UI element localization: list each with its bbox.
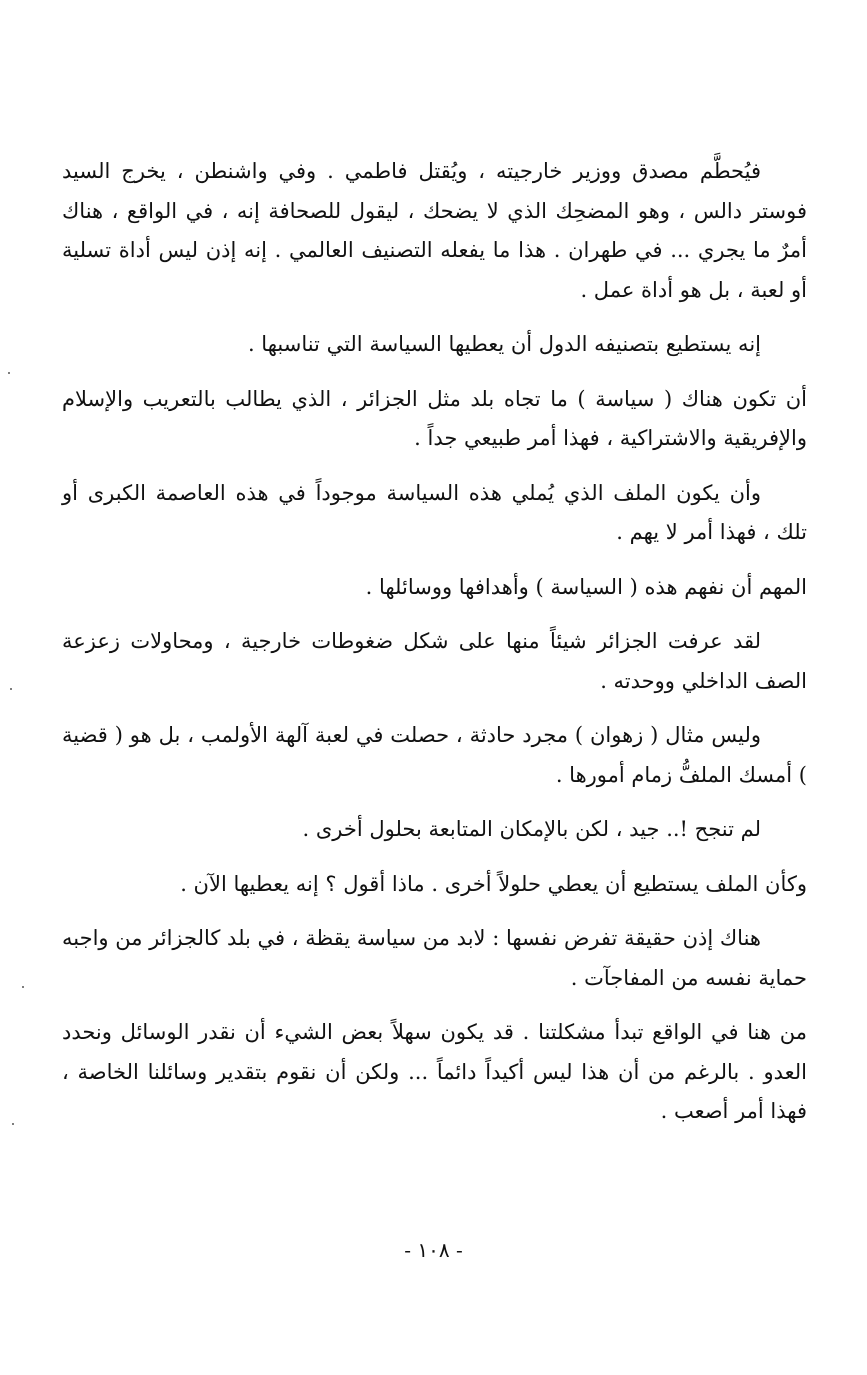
- paragraph-7: وليس مثال ( زهوان ) مجرد حادثة ، حصلت في لعبة آلهة الأولمب ، بل هو ( قضية ) أمسك الملفُّ زمام أمورها .: [62, 723, 807, 787]
- scan-speck: [12, 1123, 14, 1125]
- paragraph-3: أن تكون هناك ( سياسة ) ما تجاه بلد مثل الجزائر ، الذي يطالب بالتعريب والإسلام والإفريقية والاشتراكية ، فهذا أمر طبيعي جداً .: [62, 386, 807, 450]
- paragraph-6: لقد عرفت الجزائر شيئاً منها على شكل ضغوطات خارجية ، ومحاولات زعزعة الصف الداخلي ووحدته .: [62, 629, 807, 693]
- paragraph-4: وأن يكون الملف الذي يُملي هذه السياسة موجوداً في هذه العاصمة الكبرى أو تلك ، فهذا أمر لا يهم .: [62, 480, 807, 544]
- paragraph-8: لم تنجح !.. جيد ، لكن بالإمكان المتابعة بحلول أخرى .: [302, 817, 761, 841]
- paragraph-10: هناك إذن حقيقة تفرض نفسها : لابد من سياسة يقظة ، في بلد كالجزائر من واجبه حماية نفسه من المفاجآت .: [62, 926, 807, 990]
- paragraph-1: فيُحطَّم مصدق ووزير خارجيته ، ويُقتل فاطمي . وفي واشنطن ، يخرج السيد فوستر دالس ، وهو المضحِك الذي لا يضحك ، ليقول للصحافة إنه ، في الواقع ، هناك أمرٌ ما يجري ... في طهران . هذا ما يفعله التصنيف العالمي . إنه إذن ليس أداة تسلية أو لعبة ، بل هو أداة عمل .: [62, 159, 807, 302]
- scan-speck: [8, 372, 10, 374]
- scan-speck: [10, 688, 12, 690]
- paragraph-5: المهم أن نفهم هذه ( السياسة ) وأهدافها ووسائلها .: [365, 574, 807, 599]
- paragraph-11: من هنا في الواقع تبدأ مشكلتنا . قد يكون سهلاً بعض الشيء أن نقدر الوسائل ونحدد العدو . بالرغم من أن هذا ليس أكيداً دائماً ... ولكن أن نقوم بتقدير وسائلنا الخاصة ، فهذا أمر أصعب .: [62, 1020, 807, 1123]
- paragraph-9: وكأن الملف يستطيع أن يعطي حلولاً أخرى . ماذا أقول ؟ إنه يعطيها الآن .: [180, 871, 807, 896]
- scan-speck: [22, 986, 24, 988]
- paragraph-2: إنه يستطيع بتصنيفه الدول أن يعطيها السياسة التي تناسبها .: [247, 332, 761, 356]
- page-number: - ١٠٨ -: [404, 1238, 463, 1262]
- body-text: [62, 152, 807, 1147]
